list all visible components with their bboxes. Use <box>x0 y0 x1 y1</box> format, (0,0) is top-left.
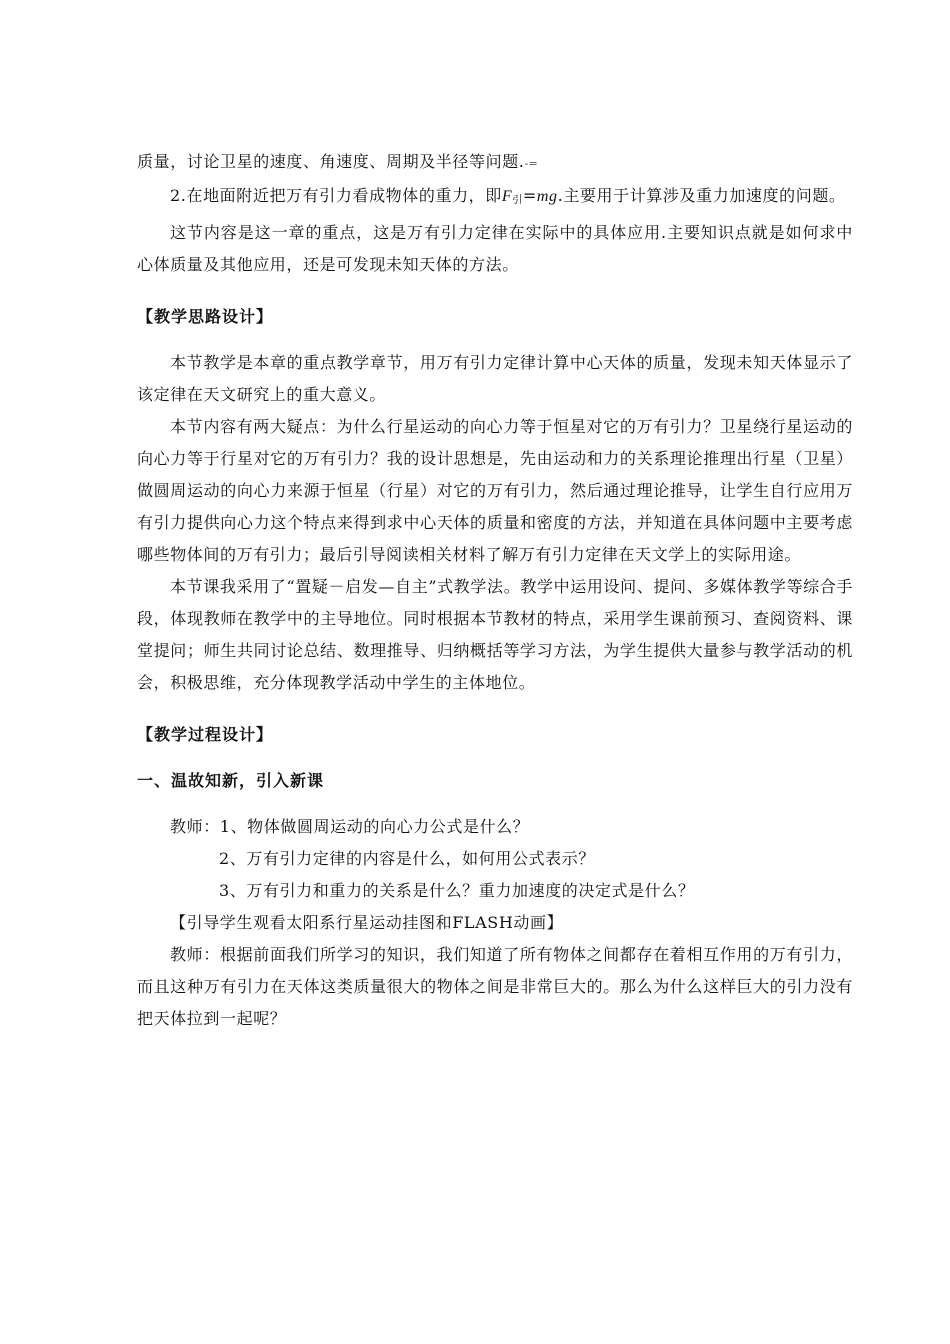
paragraph-intro-1 <box>137 146 853 180</box>
paragraph-text: 2.在地面附近把万有引力看成物体的重力，即 <box>170 186 502 205</box>
subsection-heading: 一、温故知新，引入新课 <box>137 771 325 790</box>
paragraph-text: .主要用于计算涉及重力加速度的问题。 <box>557 186 846 205</box>
paragraph-intro-2 <box>137 180 853 217</box>
question-3: 3、万有引力和重力的关系是什么？重力加速度的决定式是什么？ <box>219 881 695 900</box>
paragraph-design-1: 本节教学是本章的重点教学章节，用万有引力定律计算中心天体的质量，发现未知天体显示了该定律在天文研究上的重大意义。 <box>137 353 853 404</box>
question-1: 教师：1、物体做圆周运动的向心力公式是什么？ <box>170 817 530 836</box>
formula-equals: = <box>522 186 537 205</box>
section-heading-process: 【教学过程设计】 <box>137 725 274 744</box>
paragraph-design-2: 本节内容有两大疑点：为什么行星运动的向心力等于恒星对它的万有引力？卫星绕行星运动的向心力等于行星对它的万有引力？我的设计思想是，先由运动和力的关系理论推理出行星（卫星）做圆周运动的向心力来源于恒星（行星）对它的万有引力，然后通过理论推导，让学生自行应用万有引力提供向心力这个特点来得到求中心天体的质量和密度的方法，并知道在具体问题中主要考虑哪些物体间的万有引力；最后引导阅读相关材料了解万有引力定律在天文学上的实际用途。 <box>137 417 853 564</box>
formula-mg: mg <box>536 188 558 205</box>
paragraph-design-3: 本节课我采用了“置疑－启发—自主”式教学法。教学中运用设问、提问、多媒体教学等综合手段，体现教师在教学中的主导地位。同时根据本节教材的特点，采用学生课前预习、查阅资料、课堂提问；师生共同讨论总结、数理推导、归纳概括等学习方法，为学生提供大量参与教学活动的机会，积极思维，充分体现教学活动中学生的主体地位。 <box>137 577 853 692</box>
guide-note: 【引导学生观看太阳系行星运动挂图和FLASH动画】 <box>170 913 564 932</box>
paragraph-text: 质量，讨论卫星的速度、角速度、周期及半径等问题. <box>137 152 525 171</box>
document-body <box>137 146 853 1035</box>
stray-marker: -= <box>524 157 538 170</box>
formula-symbol-f: F <box>501 188 513 205</box>
formula-subscript: 引 <box>512 195 523 206</box>
teacher-paragraph: 教师：根据前面我们所学习的知识，我们知道了所有物体之间都存在着相互作用的万有引力，而且这种万有引力在天体这类质量很大的物体之间是非常巨大的。那么为什么这样巨大的引力没有把天体拉到一起呢？ <box>137 945 853 1028</box>
section-heading-design: 【教学思路设计】 <box>137 307 274 326</box>
paragraph-intro-3: 这节内容是这一章的重点，这是万有引力定律在实际中的具体应用.主要知识点就是如何求中心体质量及其他应用，还是可发现未知天体的方法。 <box>137 223 853 274</box>
question-2: 2、万有引力定律的内容是什么，如何用公式表示？ <box>219 849 595 868</box>
